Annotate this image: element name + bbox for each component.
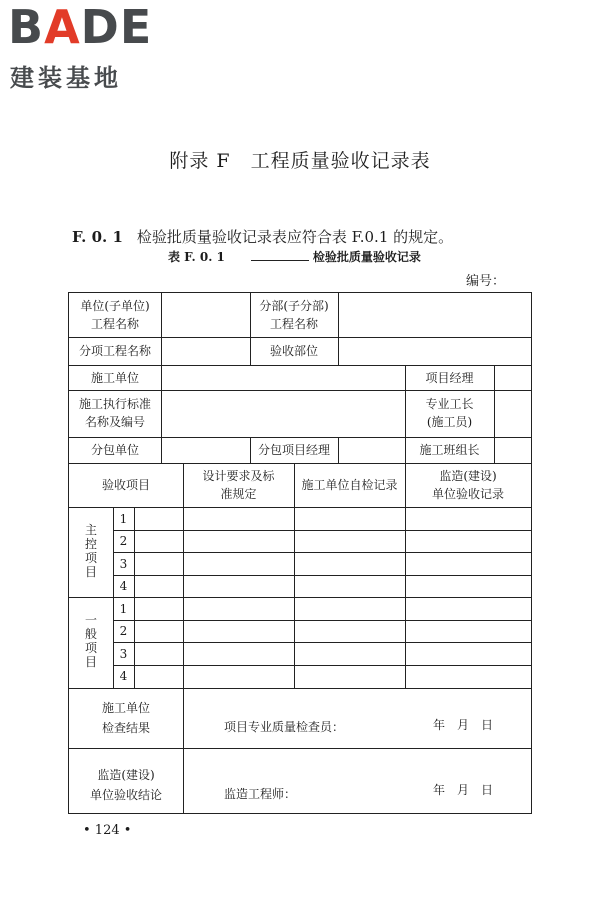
- supervision-conclusion-label: 监造(建设) 单位验收结论: [89, 768, 162, 802]
- crew-leader-label: 施工班组长: [419, 443, 480, 457]
- design-requirement-header: 设计要求及标 准规定: [202, 469, 275, 501]
- conclusion-date: 年 月 日: [433, 783, 494, 797]
- acceptance-part-label: 验收部位: [269, 344, 318, 358]
- main-item-number: 1: [119, 512, 128, 526]
- acceptance-items-header: 验收项目: [101, 478, 150, 492]
- general-item-number: 4: [119, 669, 128, 683]
- quality-inspector-label: 项目专业质量检查员：: [224, 720, 345, 734]
- general-item-number: 3: [119, 647, 128, 661]
- sub-pm-label: 分包项目经理: [257, 443, 330, 457]
- page-number: • 124 •: [83, 823, 132, 838]
- brand-logo-subtitle: 建装基地: [10, 64, 122, 92]
- general-item-number: 1: [119, 602, 128, 616]
- serial-number-label: 编号：: [466, 274, 506, 289]
- table-caption: 表 F. 0. 1 检验批质量验收记录: [168, 250, 421, 264]
- caption-blank-line: [251, 260, 309, 261]
- unit-name-label: 单位(子单位) 工程名称: [80, 299, 150, 331]
- sub-division-name-label: 分部(子分部) 工程名称: [259, 299, 329, 331]
- inspection-record-table: [68, 292, 532, 814]
- appendix-title: 附录 F 工程质量验收记录表: [169, 150, 431, 172]
- main-item-number: 3: [119, 557, 128, 571]
- general-items-label: 一般项目: [84, 613, 97, 669]
- main-item-number: 4: [119, 579, 128, 593]
- main-control-items-label: 主控项目: [84, 523, 97, 579]
- supervision-header: 监造(建设) 单位验收记录: [431, 469, 504, 501]
- subcontractor-label: 分包单位: [90, 443, 139, 457]
- construction-unit-label: 施工单位: [90, 371, 139, 385]
- project-manager-label: 项目经理: [425, 371, 474, 385]
- standard-label: 施工执行标准 名称及编号: [78, 397, 151, 429]
- rule-text: 检验批质量验收记录表应符合表 F.0.1 的规定。: [136, 228, 454, 246]
- inspection-date: 年 月 日: [433, 718, 494, 732]
- supervising-engineer-label: 监造工程师：: [224, 787, 297, 801]
- general-item-number: 2: [119, 624, 128, 638]
- self-check-header: 施工单位自检记录: [301, 478, 398, 492]
- rule-statement: [72, 226, 453, 247]
- construction-check-result-label: 施工单位 检查结果: [101, 701, 150, 735]
- rule-number: F. 0. 1: [72, 228, 123, 246]
- main-item-number: 2: [119, 534, 128, 548]
- foreman-label: 专业工长 (施工员): [425, 397, 474, 429]
- brand-logo: BADE: [8, 0, 153, 54]
- item-project-name-label: 分项工程名称: [78, 344, 151, 358]
